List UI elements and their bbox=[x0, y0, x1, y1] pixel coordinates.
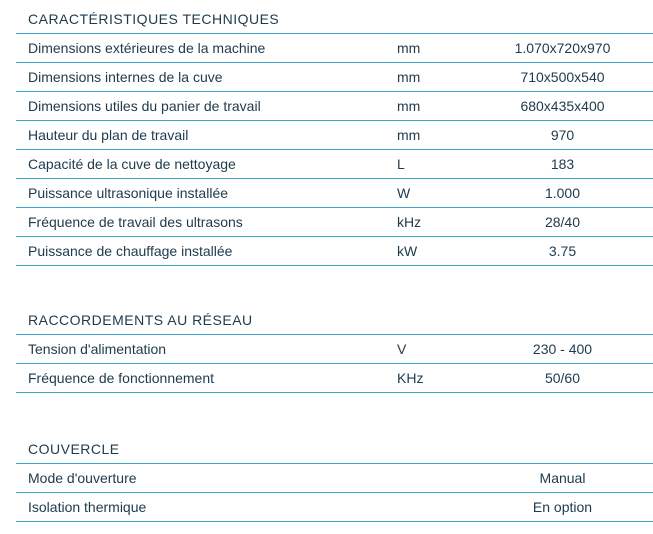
section-title: CARACTÉRISTIQUES TECHNIQUES bbox=[16, 5, 653, 34]
row-value: 28/40 bbox=[544, 214, 581, 230]
row-unit: V bbox=[397, 341, 407, 357]
row-value: 230 - 400 bbox=[532, 341, 593, 357]
table-row bbox=[16, 237, 653, 266]
table-row bbox=[16, 150, 653, 179]
row-label: Hauteur du plan de travail bbox=[28, 127, 189, 143]
row-label: Puissance de chauffage installée bbox=[28, 243, 233, 259]
table-row bbox=[16, 34, 653, 63]
row-value: 970 bbox=[550, 127, 575, 143]
table-row bbox=[16, 121, 653, 150]
section-title: COUVERCLE bbox=[16, 435, 653, 464]
row-label: Fréquence de travail des ultrasons bbox=[28, 214, 243, 230]
row-unit: mm bbox=[397, 40, 421, 56]
table-row bbox=[16, 364, 653, 393]
section-technical-characteristics bbox=[16, 5, 653, 266]
row-value: 680x435x400 bbox=[520, 98, 605, 114]
row-label: Dimensions extérieures de la machine bbox=[28, 40, 266, 56]
row-unit: mm bbox=[397, 98, 421, 114]
row-unit: L bbox=[397, 156, 405, 172]
row-unit: mm bbox=[397, 127, 421, 143]
table-row bbox=[16, 63, 653, 92]
row-unit: mm bbox=[397, 69, 421, 85]
row-label: Dimensions utiles du panier de travail bbox=[28, 98, 261, 114]
row-value: 50/60 bbox=[544, 370, 581, 386]
row-label: Capacité de la cuve de nettoyage bbox=[28, 156, 236, 172]
row-value: 1.070x720x970 bbox=[514, 40, 611, 56]
section-title: RACCORDEMENTS AU RÉSEAU bbox=[16, 306, 653, 335]
row-value: Manual bbox=[539, 470, 586, 486]
section-lid bbox=[16, 435, 653, 522]
row-value: 1.000 bbox=[544, 185, 581, 201]
table-row bbox=[16, 335, 653, 364]
row-label: Puissance ultrasonique installée bbox=[28, 185, 229, 201]
table-row bbox=[16, 464, 653, 493]
row-unit: KHz bbox=[397, 370, 424, 386]
row-value: 710x500x540 bbox=[520, 69, 605, 85]
table-row bbox=[16, 208, 653, 237]
row-value: 3.75 bbox=[548, 243, 577, 259]
row-label: Fréquence de fonctionnement bbox=[28, 370, 215, 386]
row-label: Mode d'ouverture bbox=[28, 470, 137, 486]
row-label: Tension d'alimentation bbox=[28, 341, 167, 357]
row-value: 183 bbox=[550, 156, 575, 172]
row-label: Isolation thermique bbox=[28, 499, 147, 515]
row-label: Dimensions internes de la cuve bbox=[28, 69, 223, 85]
table-row bbox=[16, 179, 653, 208]
row-unit: kHz bbox=[397, 214, 422, 230]
section-network-connections bbox=[16, 306, 653, 393]
table-row bbox=[16, 92, 653, 121]
row-unit: kW bbox=[397, 243, 418, 259]
row-unit: W bbox=[397, 185, 411, 201]
row-value: En option bbox=[532, 499, 593, 515]
table-row bbox=[16, 493, 653, 522]
